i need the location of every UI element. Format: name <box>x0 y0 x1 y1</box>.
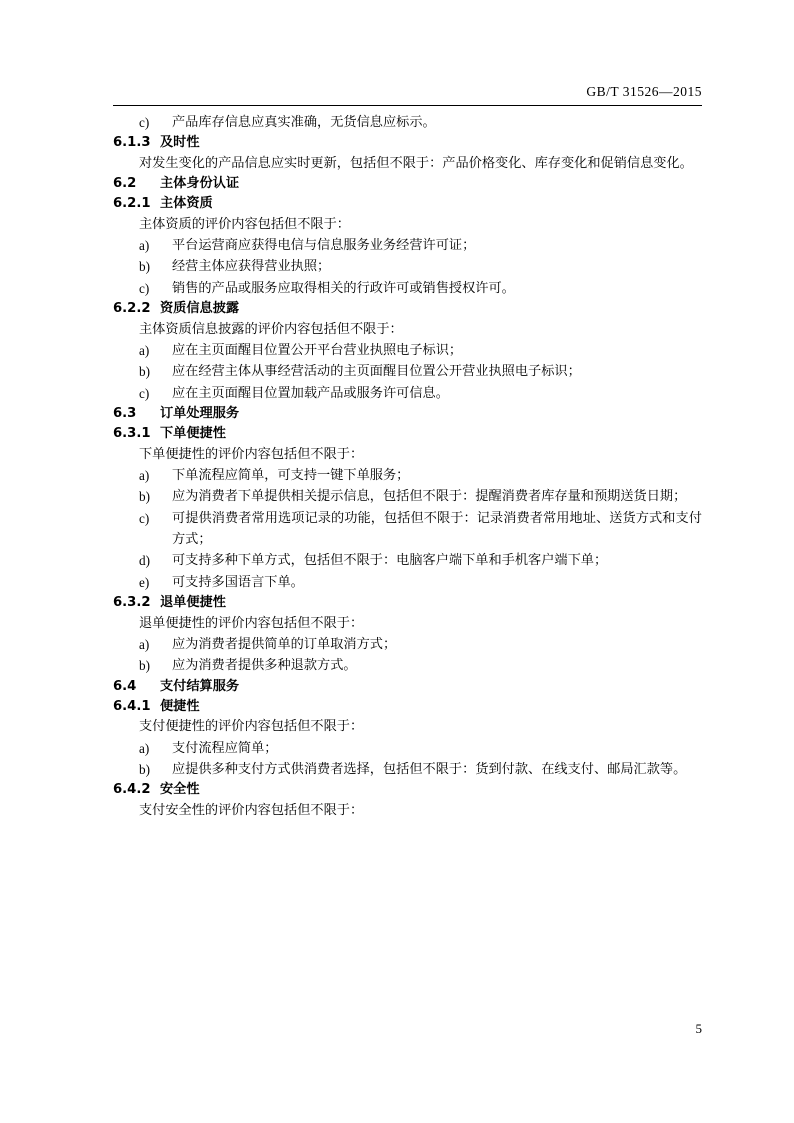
clause-number: 6.2.1 <box>113 196 151 212</box>
list-item-text: 可支持多国语言下单。 <box>172 574 304 590</box>
clause-heading-6-2 <box>113 174 702 194</box>
list-item <box>113 486 702 507</box>
list-item-marker: c) <box>139 510 150 526</box>
list-item <box>113 383 702 404</box>
list-item-marker: c) <box>139 115 150 130</box>
list-item-text: 应为消费者提供简单的订单取消方式； <box>172 637 397 653</box>
list-item <box>113 340 702 361</box>
clause-title: 主体资质 <box>160 196 213 212</box>
list-item <box>113 235 702 256</box>
list-item-text: 应为消费者下单提供相关提示信息，包括但不限于：提醒消费者库存量和预期送货日期； <box>172 489 687 505</box>
list-item-text: 应在主页面醒目位置公开平台营业执照电子标识； <box>172 343 463 359</box>
list-item-text: 支付流程应简单； <box>172 740 278 756</box>
clause-number: 6.3.1 <box>113 425 151 441</box>
standard-number: GB/T 31526—2015 <box>586 84 702 99</box>
body-paragraph: 下单便捷性的评价内容包括但不限于： <box>139 446 364 462</box>
body-paragraph: 主体资质信息披露的评价内容包括但不限于： <box>139 321 403 337</box>
clause-number: 6.3.2 <box>113 595 151 611</box>
list-item <box>113 655 702 676</box>
page-number: 5 <box>695 1021 702 1036</box>
body-paragraph: 支付安全性的评价内容包括但不限于： <box>139 803 364 819</box>
clause-number: 6.2 <box>113 176 137 192</box>
list-item-marker: a) <box>139 238 150 254</box>
list-item-marker: c) <box>139 280 150 296</box>
body-paragraph: 退单便捷性的评价内容包括但不限于： <box>139 615 364 631</box>
ordered-item-list <box>113 235 702 299</box>
clause-title: 退单便捷性 <box>160 595 226 611</box>
list-item-marker: a) <box>139 343 150 359</box>
clause-heading-6-4-1 <box>113 697 702 717</box>
clause-number: 6.2.2 <box>113 301 151 317</box>
list-item-marker: a) <box>139 467 150 483</box>
ordered-item-list <box>113 738 702 781</box>
list-item-text: 应在主页面醒目位置加载产品或服务许可信息。 <box>172 385 449 401</box>
list-item-text: 平台运营商应获得电信与信息服务业务经营许可证； <box>172 238 476 254</box>
list-item <box>113 572 702 593</box>
list-item-marker: d) <box>139 553 150 569</box>
list-item-marker: e) <box>139 574 150 590</box>
body-paragraph: 支付便捷性的评价内容包括但不限于： <box>139 719 364 735</box>
list-item-marker: b) <box>139 364 150 380</box>
clause-heading-6-4-2 <box>113 780 702 800</box>
list-item-marker: a) <box>139 740 150 756</box>
clause-title: 及时性 <box>160 135 200 151</box>
list-item-text: 应为消费者提供多种退款方式。 <box>172 658 357 674</box>
list-item <box>113 256 702 277</box>
list-item-marker: b) <box>139 658 150 674</box>
clause-heading-6-1-3 <box>113 133 702 153</box>
clause-heading-6-3 <box>113 404 702 424</box>
list-item <box>113 361 702 382</box>
body-paragraph: 对发生变化的产品信息应实时更新，包括但不限于：产品价格变化、库存变化和促销信息变化。 <box>139 156 693 172</box>
document-body <box>113 112 702 821</box>
list-item-text: 下单流程应简单，可支持一键下单服务； <box>172 467 410 483</box>
clause-number: 6.3 <box>113 406 137 422</box>
body-paragraph: 主体资质的评价内容包括但不限于： <box>139 216 350 232</box>
list-item <box>113 465 702 486</box>
list-item-marker: c) <box>139 385 150 401</box>
clause-title: 便捷性 <box>160 698 200 714</box>
clause-heading-6-3-1 <box>113 424 702 444</box>
clause-number: 6.1.3 <box>113 135 151 151</box>
clause-heading-6-2-1 <box>113 194 702 214</box>
clause-title: 支付结算服务 <box>160 678 240 694</box>
list-item-text: 经营主体应获得营业执照； <box>172 259 331 275</box>
list-item <box>113 112 702 133</box>
list-item-text: 产品库存信息应真实准确，无货信息应标示。 <box>172 115 436 130</box>
list-item-marker: b) <box>139 259 150 275</box>
list-item <box>113 738 702 759</box>
header-divider <box>113 105 702 106</box>
ordered-item-list <box>113 634 702 677</box>
clause-heading-6-4 <box>113 677 702 697</box>
list-item <box>113 508 702 551</box>
list-item-text: 可支持多种下单方式，包括但不限于：电脑客户端下单和手机客户端下单； <box>172 553 608 569</box>
list-item-text: 应提供多种支付方式供消费者选择，包括但不限于：货到付款、在线支付、邮局汇款等。 <box>172 761 687 777</box>
clause-title: 下单便捷性 <box>160 425 226 441</box>
clause-number: 6.4.2 <box>113 782 151 798</box>
page-header <box>113 84 702 106</box>
list-item-text: 可提供消费者常用选项记录的功能，包括但不限于：记录消费者常用地址、送货方式和支付方式； <box>172 510 702 548</box>
ordered-item-list <box>113 465 702 593</box>
clause-number: 6.4.1 <box>113 698 151 714</box>
clause-number: 6.4 <box>113 678 137 694</box>
list-item-marker: a) <box>139 637 150 653</box>
list-item <box>113 759 702 780</box>
list-item-marker: b) <box>139 761 150 777</box>
list-item <box>113 550 702 571</box>
list-item-text: 销售的产品或服务应取得相关的行政许可或销售授权许可。 <box>172 280 515 296</box>
clause-title: 主体身份认证 <box>160 176 240 192</box>
clause-heading-6-3-2 <box>113 593 702 613</box>
clause-title: 安全性 <box>160 782 200 798</box>
clause-title: 订单处理服务 <box>160 406 240 422</box>
ordered-item-list <box>113 112 702 133</box>
list-item-marker: b) <box>139 489 150 505</box>
clause-heading-6-2-2 <box>113 299 702 319</box>
list-item <box>113 278 702 299</box>
list-item-text: 应在经营主体从事经营活动的主页面醒目位置公开营业执照电子标识； <box>172 364 581 380</box>
clause-title: 资质信息披露 <box>160 301 240 317</box>
list-item <box>113 634 702 655</box>
ordered-item-list <box>113 340 702 404</box>
